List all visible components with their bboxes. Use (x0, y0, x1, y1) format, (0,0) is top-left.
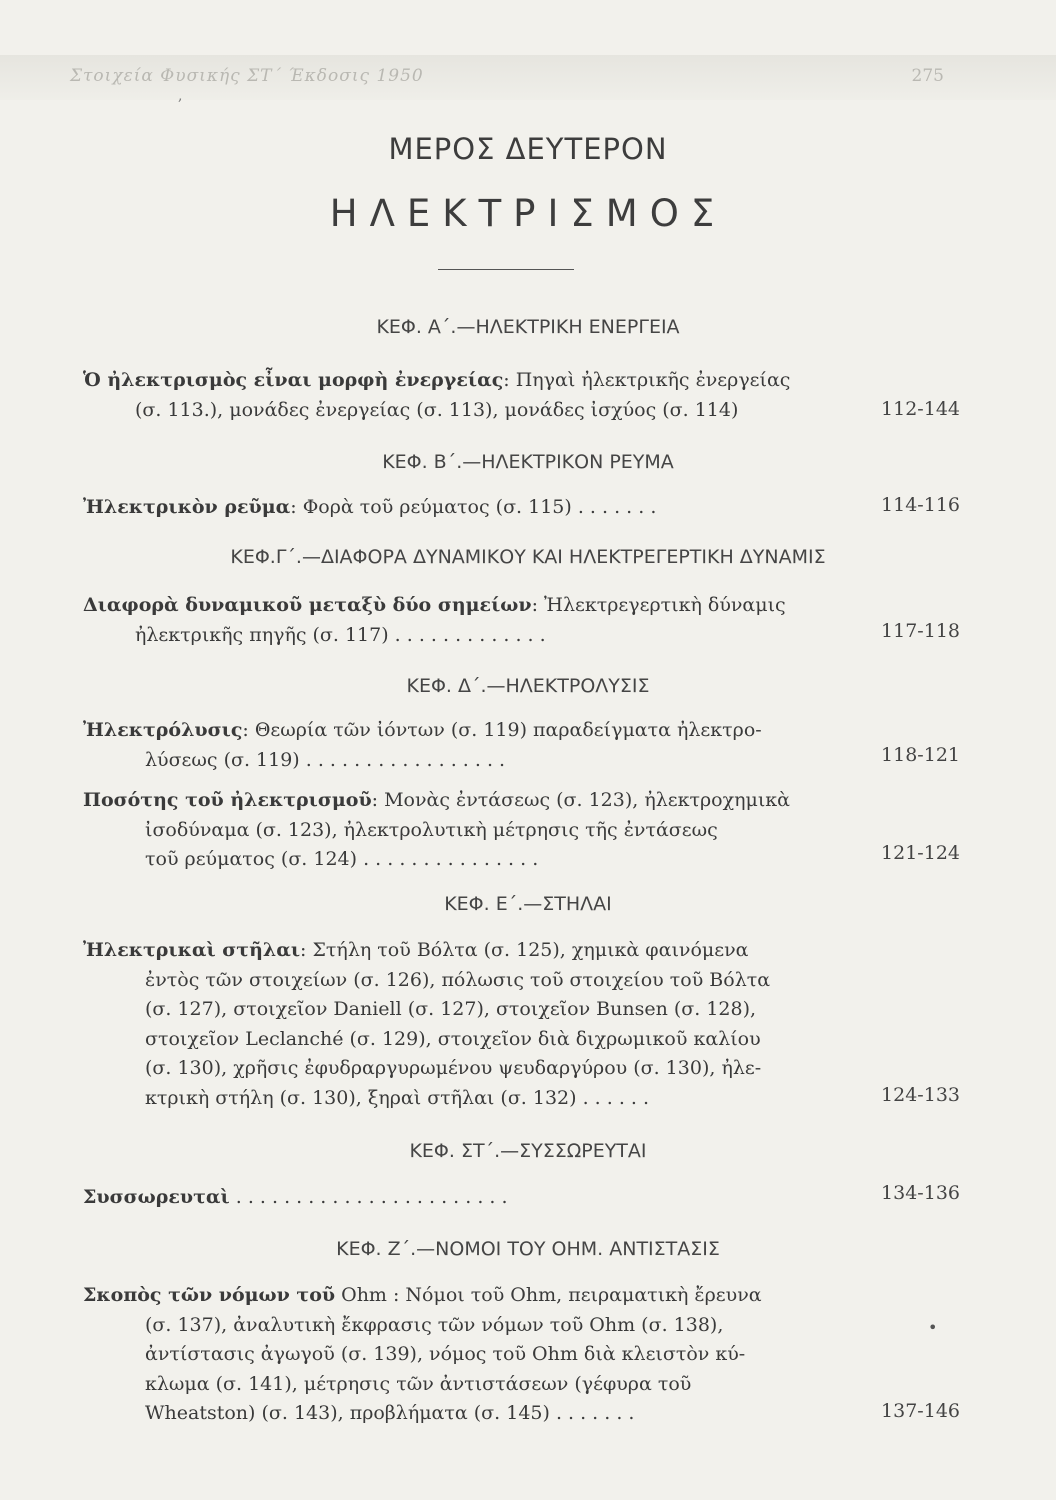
page-range: 117-118 (881, 620, 960, 642)
entry-keyword: Διαφορὰ δυναμικοῦ μεταξὺ δύο σημείων (83, 594, 532, 616)
entry-keyword: Ὁ ἠλεκτρισμὸς εἶναι μορφὴ ἐνεργείας (83, 369, 504, 391)
entry-keyword: Σκοπὸς τῶν νόμων τοῦ (83, 1284, 336, 1306)
toc-entry (83, 936, 863, 1113)
toc-entry (83, 1183, 863, 1213)
entry-line (83, 716, 863, 746)
entry-keyword: Ἠλεκτρικὸν ρεῦμα (83, 496, 291, 518)
page-range: 137-146 (881, 1400, 960, 1422)
toc-entry (83, 493, 863, 523)
entry-line: (σ. 127), στοιχεῖον Daniell (σ. 127), στοιχεῖον Bunsen (σ. 128), (145, 998, 757, 1020)
entry-line: Wheatston) (σ. 143), προβλήματα (σ. 145) . . . . . . . (145, 1402, 635, 1424)
stray-mark: • (928, 1318, 938, 1337)
part-title: ΜΕΡΟΣ ΔΕΥΤΕΡΟΝ (388, 132, 668, 166)
page-range: 134-136 (881, 1182, 960, 1204)
entry-text: : Μονὰς ἐντάσεως (σ. 123), ἠλεκτροχημικὰ (371, 789, 791, 811)
page-range: 124-133 (881, 1084, 960, 1106)
toc-entry (83, 591, 863, 650)
entry-keyword: Ἠλεκτρόλυσις (83, 719, 243, 741)
toc-entry (83, 366, 863, 425)
page-mark: , (178, 88, 183, 104)
entry-line (83, 1281, 863, 1311)
page-range: 114-116 (881, 494, 960, 516)
entry-line: (σ. 130), χρῆσις ἐφυδραργυρωμένου ψευδαργύρου (σ. 130), ἠλε- (145, 1057, 762, 1079)
bleed-through-text: Στοιχεία Φυσικής ΣΤ΄ Έκδοσις 1950 (70, 66, 424, 86)
page-range: 112-144 (881, 398, 960, 420)
entry-text: . . . . . . . . . . . . . . . . . . . . . . . (235, 1186, 508, 1208)
chapter-heading: ΚΕΦ. Ε΄.—ΣΤΗΛΑΙ (444, 893, 612, 915)
page-range: 118-121 (881, 744, 960, 766)
bleed-through-page-number: 275 (911, 66, 944, 86)
chapter-heading: ΚΕΦ. ΣΤ΄.—ΣΥΣΣΩΡΕΥΤΑΙ (409, 1140, 647, 1162)
entry-line (83, 366, 863, 396)
entry-line: στοιχεῖον Leclanché (σ. 129), στοιχεῖον διὰ διχρωμικοῦ καλίου (145, 1027, 761, 1050)
chapter-heading: ΚΕΦ. Ζ΄.—ΝΟΜΟΙ ΤΟΥ ΟΗΜ. ΑΝΤΙΣΤΑΣΙΣ (336, 1238, 720, 1260)
entry-keyword: Ἠλεκτρικαὶ στῆλαι (83, 939, 301, 961)
chapter-heading: ΚΕΦ. Α΄.—ΗΛΕΚΤΡΙΚΗ ΕΝΕΡΓΕΙΑ (376, 316, 680, 338)
toc-entry (83, 786, 863, 875)
entry-line: ἠλεκτρικῆς πηγῆς (σ. 117) . . . . . . . . . . . . . (135, 623, 546, 646)
chapter-heading: ΚΕΦ. Δ΄.—ΗΛΕΚΤΡΟΛΥΣΙΣ (406, 675, 650, 697)
main-title: ΗΛΕΚΤΡΙΣΜΟΣ (329, 192, 727, 235)
chapter-heading: ΚΕΦ. Β΄.—ΗΛΕΚΤΡΙΚΟΝ ΡΕΥΜΑ (382, 451, 674, 473)
entry-line (83, 786, 863, 816)
entry-keyword: Ποσότης τοῦ ἠλεκτρισμοῦ (83, 789, 372, 811)
entry-text: : Στήλη τοῦ Βόλτα (σ. 125), χημικὰ φαινόμενα (300, 939, 749, 961)
entry-line (83, 1183, 863, 1213)
entry-text: : Πηγαὶ ἠλεκτρικῆς ἐνεργείας (503, 369, 791, 391)
entry-line: λύσεως (σ. 119) . . . . . . . . . . . . . . . . . (145, 748, 506, 771)
entry-line: τοῦ ρεύματος (σ. 124) . . . . . . . . . . . . . . . (145, 848, 539, 870)
entry-line: ἐντὸς τῶν στοιχείων (σ. 126), πόλωσις τοῦ στοιχείου τοῦ Βόλτα (145, 968, 771, 991)
entry-line (83, 591, 863, 621)
entry-text: Ohm : Νόμοι τοῦ Ohm, πειραματικὴ ἔρευνα (335, 1284, 762, 1306)
entry-text: : Θεωρία τῶν ἰόντων (σ. 119) παραδείγματα ἠλεκτρο- (242, 719, 762, 741)
chapter-heading: ΚΕΦ.Γ΄.—ΔΙΑΦΟΡΑ ΔΥΝΑΜΙΚΟΥ ΚΑΙ ΗΛΕΚΤΡΕΓΕΡΤΙΚΗ ΔΥΝΑΜΙΣ (230, 546, 826, 568)
entry-line: (σ. 113.), μονάδες ἐνεργείας (σ. 113), μονάδες ἰσχύος (σ. 114) (135, 398, 739, 421)
entry-line: ἰσοδύναμα (σ. 123), ἠλεκτρολυτικὴ μέτρησις τῆς ἐντάσεως (145, 818, 718, 841)
entry-text: : Φορὰ τοῦ ρεύματος (σ. 115) . . . . . . . (290, 496, 657, 518)
toc-entry (83, 716, 863, 775)
entry-line: ἀντίστασις ἀγωγοῦ (σ. 139), νόμος τοῦ Ohm διὰ κλειστὸν κύ- (145, 1343, 746, 1365)
entry-line (83, 493, 863, 523)
entry-text: : Ἠλεκτρεγερτικὴ δύναμις (531, 594, 786, 616)
entry-keyword: Συσσωρευταὶ (83, 1186, 230, 1208)
entry-line (83, 936, 863, 966)
entry-line: κτρικὴ στήλη (σ. 130), ξηραὶ στῆλαι (σ. 132) . . . . . . (145, 1086, 650, 1109)
entry-line: κλωμα (σ. 141), μέτρησις τῶν ἀντιστάσεων (γέφυρα τοῦ (145, 1372, 692, 1395)
page-range: 121-124 (881, 842, 960, 864)
toc-entry (83, 1281, 863, 1429)
entry-line: (σ. 137), ἀναλυτικὴ ἔκφρασις τῶν νόμων τοῦ Ohm (σ. 138), (145, 1313, 724, 1336)
title-rule (438, 269, 574, 270)
